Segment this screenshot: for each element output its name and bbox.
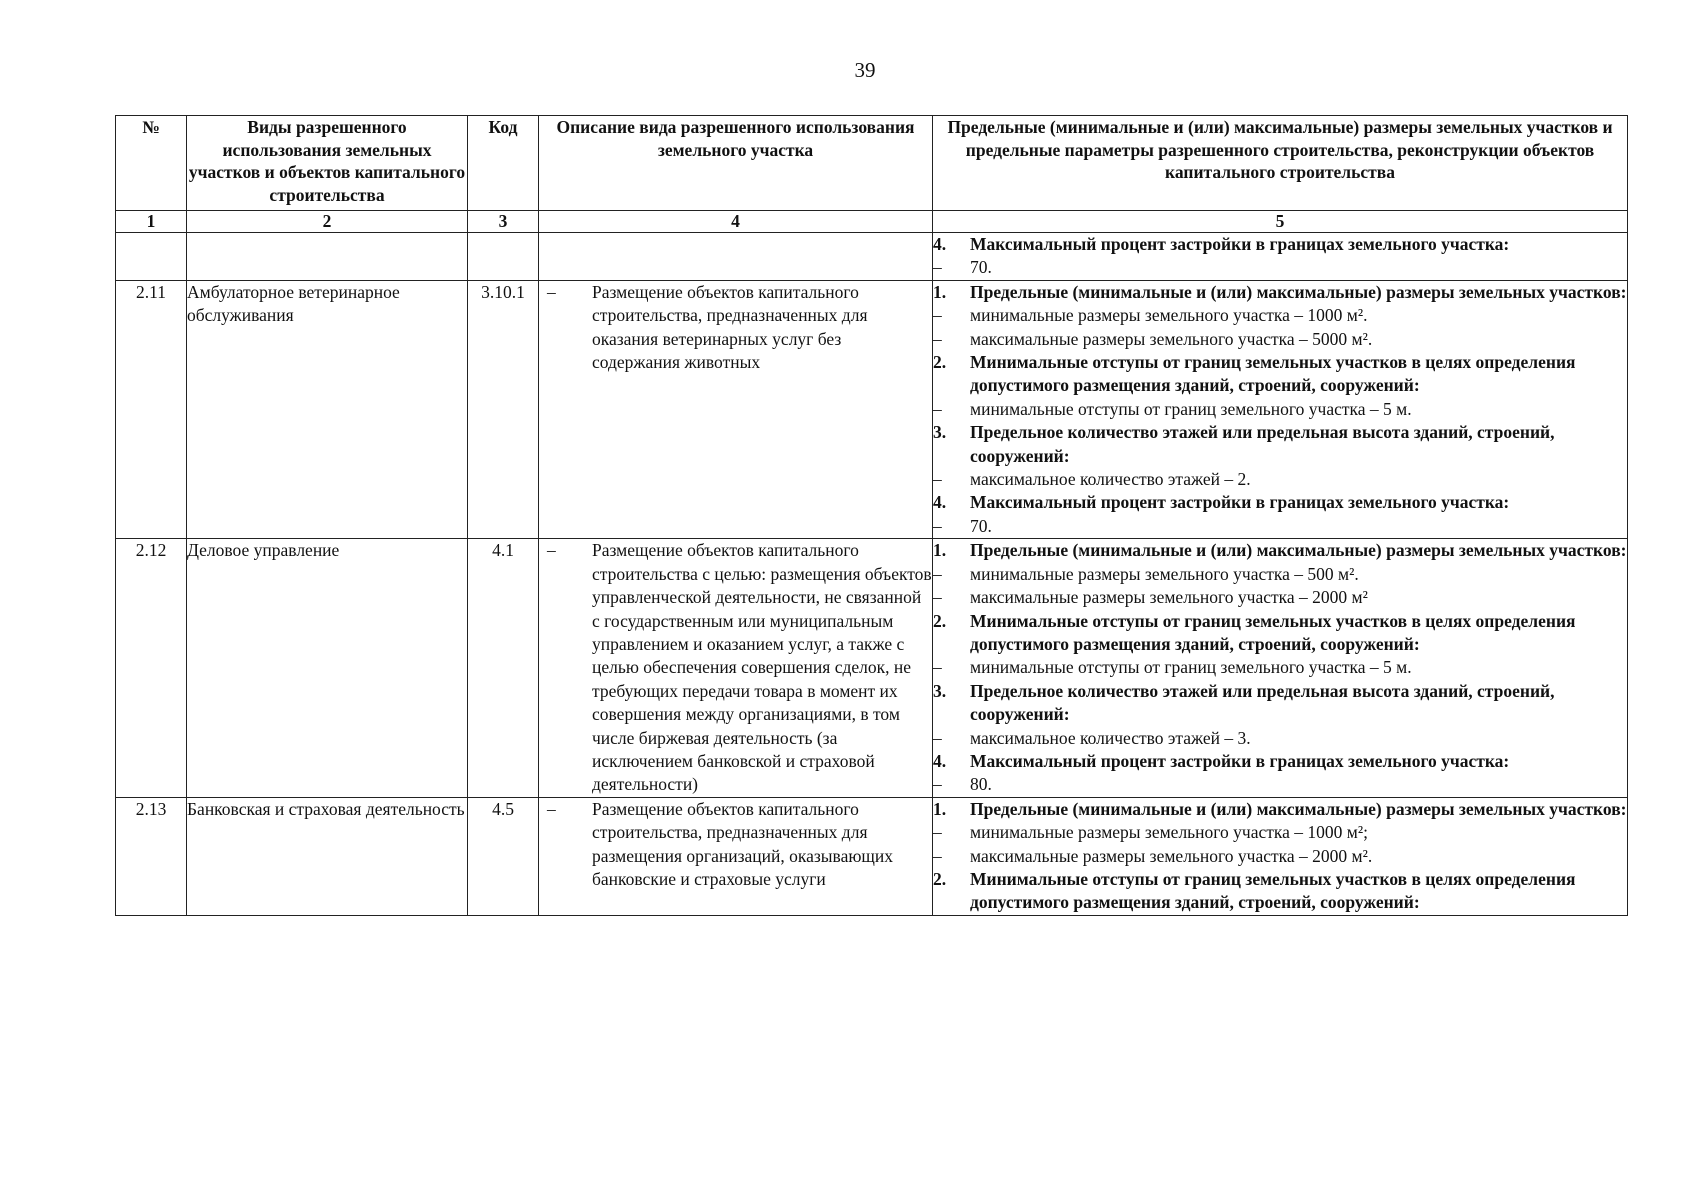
param-marker: 1. [933, 798, 947, 819]
row-number: 2.13 [116, 797, 187, 915]
column-number: 2 [187, 211, 468, 233]
table-row [116, 539, 1628, 797]
param-item [933, 281, 1627, 304]
param-item [933, 328, 1627, 351]
header-row [116, 116, 1628, 211]
param-item [933, 421, 1627, 468]
param-item [933, 586, 1627, 609]
param-text: Минимальные отступы от границ земельных участков в целях определения допустимого размещения зданий, строений, сооружений: [970, 868, 1576, 913]
use-description [539, 280, 933, 538]
column-number: 5 [933, 211, 1628, 233]
param-marker: – [933, 328, 942, 349]
param-marker: 1. [933, 281, 947, 302]
param-text: 70. [970, 257, 992, 278]
header-parameters: Предельные (минимальные и (или) максимальные) размеры земельных участков и предельные параметры разрешенного строительства, реконструкции объектов капитального строительства [933, 116, 1628, 211]
param-text: максимальное количество этажей – 2. [970, 469, 1251, 490]
param-item [933, 727, 1627, 750]
description-item [539, 281, 932, 375]
continued-row [116, 233, 1628, 281]
param-text: минимальные отступы от границ земельного участка – 5 м. [970, 657, 1412, 678]
param-item [933, 304, 1627, 327]
param-text: Предельное количество этажей или предельная высота зданий, строений, сооружений: [970, 680, 1555, 725]
param-text: Максимальный процент застройки в границах земельного участка: [970, 750, 1510, 771]
description-marker: – [547, 281, 556, 302]
param-item [933, 515, 1627, 538]
param-marker: – [933, 398, 942, 419]
description-item [539, 798, 932, 892]
description-marker: – [547, 798, 556, 819]
param-item [933, 773, 1627, 796]
param-text: минимальные размеры земельного участка – 500 м². [970, 563, 1359, 584]
param-marker: 2. [933, 868, 947, 889]
param-marker: – [933, 657, 942, 678]
param-item [933, 233, 1627, 256]
param-text: минимальные отступы от границ земельного участка – 5 м. [970, 398, 1412, 419]
param-text: Максимальный процент застройки в границах земельного участка: [970, 234, 1510, 254]
param-marker: 4. [933, 492, 947, 513]
page-number: 39 [854, 58, 876, 82]
param-text: максимальные размеры земельного участка – 2000 м². [970, 845, 1373, 866]
param-marker: – [933, 515, 942, 536]
param-text: 80. [970, 774, 992, 795]
param-item [933, 821, 1627, 844]
param-marker: 3. [933, 422, 947, 443]
column-number-row [116, 211, 1628, 233]
parameters-cell [933, 280, 1628, 538]
regulations-table [115, 115, 1628, 916]
use-description [539, 797, 933, 915]
use-type-name: Деловое управление [187, 539, 468, 797]
param-item [933, 750, 1627, 773]
param-marker: 1. [933, 540, 947, 561]
use-code: 3.10.1 [468, 280, 539, 538]
param-item [933, 351, 1627, 398]
param-text: минимальные размеры земельного участка – 1000 м²; [970, 822, 1368, 843]
param-text: максимальные размеры земельного участка – 5000 м². [970, 328, 1373, 349]
header-use-type: Виды разрешенного использования земельных участков и объектов капитального строительства [187, 116, 468, 211]
header-description: Описание вида разрешенного использования земельного участка [539, 116, 933, 211]
param-marker: 3. [933, 680, 947, 701]
param-text: минимальные размеры земельного участка – 1000 м². [970, 305, 1368, 326]
description-marker: – [547, 540, 556, 561]
param-text: максимальные размеры земельного участка – 2000 м² [970, 587, 1368, 608]
param-text: Минимальные отступы от границ земельных участков в целях определения допустимого размещения зданий, строений, сооружений: [970, 610, 1576, 654]
param-text: максимальное количество этажей – 3. [970, 727, 1251, 748]
param-marker: – [933, 257, 942, 278]
row-number: 2.12 [116, 539, 187, 797]
param-marker: – [933, 469, 942, 490]
param-text: Максимальный процент застройки в границах земельного участка: [970, 492, 1510, 513]
param-marker: – [933, 774, 942, 795]
param-text: Минимальные отступы от границ земельных участков в целях определения допустимого размещения зданий, строений, сооружений: [970, 352, 1576, 396]
row-number: 2.11 [116, 280, 187, 538]
header-number: № [116, 116, 187, 211]
param-item [933, 845, 1627, 868]
continued-parameters [933, 233, 1628, 281]
use-code: 4.1 [468, 539, 539, 797]
param-marker: – [933, 727, 942, 748]
param-item [933, 491, 1627, 514]
param-item [933, 656, 1627, 679]
parameters-cell [933, 539, 1628, 797]
column-number: 3 [468, 211, 539, 233]
table-row [116, 797, 1628, 915]
param-item [933, 868, 1627, 915]
parameters-cell [933, 797, 1628, 915]
description-item [539, 539, 932, 796]
param-item [933, 610, 1627, 657]
use-type-name: Амбулаторное ветеринарное обслуживания [187, 280, 468, 538]
param-item [933, 256, 1627, 279]
param-item [933, 398, 1627, 421]
param-marker: 4. [933, 750, 947, 771]
param-marker: 4. [933, 234, 947, 254]
column-number: 4 [539, 211, 933, 233]
description-text: Размещение объектов капитального строительства, предназначенных для оказания ветеринарных услуг без содержания животных [592, 281, 868, 373]
use-code: 4.5 [468, 797, 539, 915]
param-text: Предельные (минимальные и (или) максимальные) размеры земельных участков: [970, 540, 1627, 561]
param-marker: 2. [933, 610, 947, 631]
param-text: Предельные (минимальные и (или) максимальные) размеры земельных участков: [970, 281, 1627, 302]
header-code: Код [468, 116, 539, 211]
param-item [933, 539, 1627, 562]
param-text: Предельные (минимальные и (или) максимальные) размеры земельных участков: [970, 798, 1627, 819]
param-marker: 2. [933, 352, 947, 373]
param-marker: – [933, 587, 942, 608]
column-number: 1 [116, 211, 187, 233]
description-text: Размещение объектов капитального строительства с целью: размещения объектов управленческой деятельности, не связанной с государственным или муниципальным управлением и оказанием услуг, а также с целью обеспечения совершения сделок, не требующих передачи товара в момент их совершения между организациями, в том числе биржевая деятельность (за исключением банковской и страховой деятельности) [592, 540, 932, 795]
use-type-name: Банковская и страховая деятельность [187, 797, 468, 915]
param-text: Предельное количество этажей или предельная высота зданий, строений, сооружений: [970, 422, 1555, 466]
param-item [933, 680, 1627, 727]
param-marker: – [933, 822, 942, 843]
table-row [116, 280, 1628, 538]
param-marker: – [933, 563, 942, 584]
param-item [933, 468, 1627, 491]
description-text: Размещение объектов капитального строительства, предназначенных для размещения организаций, оказывающих банковские и страховые услуги [592, 798, 894, 889]
use-description [539, 539, 933, 797]
param-text: 70. [970, 515, 992, 536]
param-marker: – [933, 305, 942, 326]
param-item [933, 798, 1627, 821]
param-marker: – [933, 845, 942, 866]
param-item [933, 563, 1627, 586]
